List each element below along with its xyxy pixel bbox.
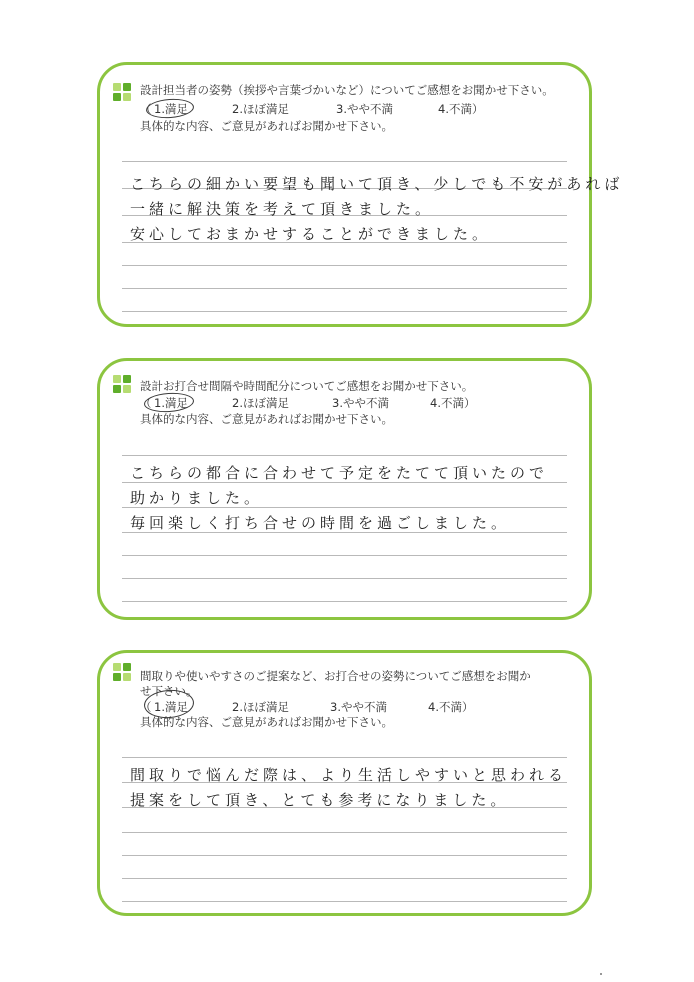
- question-text: 設計お打合せ間隔や時間配分についてご感想をお聞かせ下さい。: [140, 379, 474, 393]
- answer-rule: [122, 901, 567, 902]
- question-text: 設計担当者の姿勢（挨拶や言葉づかいなど）についてご感想をお聞かせ下さい。: [140, 83, 554, 97]
- answer-rule: [122, 878, 567, 879]
- handwritten-answer-line: 毎回楽しく打ち合せの時間を過ごしました。: [130, 514, 511, 532]
- choice-open-paren: （: [140, 102, 152, 116]
- question-text: 間取りや使いやすさのご提案など、お打合せの姿勢についてご感想をお聞か せ下さい。: [140, 669, 531, 698]
- selected-choice-circle: [145, 97, 194, 119]
- handwritten-answer-line: 助かりました。: [130, 489, 264, 507]
- handwritten-answer-line: 提案をして頂き、とても参考になりました。: [130, 791, 510, 809]
- choice-3: 3.やや不満: [336, 102, 393, 116]
- answer-rule: [122, 555, 567, 556]
- choice-4: 4.不満）: [438, 102, 484, 116]
- choice-3: 3.やや不満: [330, 700, 387, 714]
- green-bullet-icon: [113, 663, 131, 681]
- handwritten-answer-line: こちらの細かい要望も聞いて頂き、少しでも不安があれば: [130, 175, 624, 193]
- choice-4: 4.不満）: [430, 396, 476, 410]
- detail-prompt: 具体的な内容、ご意見があればお聞かせ下さい。: [140, 412, 393, 426]
- answer-rule: [122, 311, 567, 312]
- survey-card-3: [97, 650, 592, 916]
- answer-rule: [122, 601, 567, 602]
- choice-4: 4.不満）: [428, 700, 474, 714]
- answer-rule: [122, 855, 567, 856]
- choice-2: 2.ほぼ満足: [232, 396, 289, 410]
- detail-prompt: 具体的な内容、ご意見があればお聞かせ下さい。: [140, 715, 393, 729]
- answer-rule: [122, 832, 567, 833]
- answer-rule: [122, 265, 567, 266]
- handwritten-answer-line: 一緒に解決策を考えて頂きました。: [130, 200, 435, 218]
- detail-prompt: 具体的な内容、ご意見があればお聞かせ下さい。: [140, 119, 393, 133]
- scan-speck: [600, 973, 602, 975]
- handwritten-answer-line: こちらの都合に合わせて予定をたてて頂いたので: [130, 464, 549, 482]
- choice-1: 1.満足: [154, 700, 188, 714]
- choice-1: 1.満足: [154, 102, 188, 116]
- survey-card-2: [97, 358, 592, 620]
- answer-rule: [122, 288, 567, 289]
- choice-1: 1.満足: [154, 396, 188, 410]
- answer-rule: [122, 578, 567, 579]
- handwritten-answer-line: 安心しておまかせすることができました。: [130, 225, 492, 243]
- choice-2: 2.ほぼ満足: [232, 102, 289, 116]
- handwritten-answer-line: 間取りで悩んだ際は、より生活しやすいと思われる: [130, 766, 568, 784]
- answer-rule: [122, 161, 567, 162]
- choice-open-paren: （: [140, 396, 152, 410]
- green-bullet-icon: [113, 83, 131, 101]
- choice-2: 2.ほぼ満足: [232, 700, 289, 714]
- green-bullet-icon: [113, 375, 131, 393]
- selected-choice-circle: [143, 391, 194, 413]
- choice-open-paren: （: [140, 700, 152, 714]
- answer-rule: [122, 455, 567, 456]
- answer-rule: [122, 757, 567, 758]
- survey-card-1: [97, 62, 624, 327]
- choice-3: 3.やや不満: [332, 396, 389, 410]
